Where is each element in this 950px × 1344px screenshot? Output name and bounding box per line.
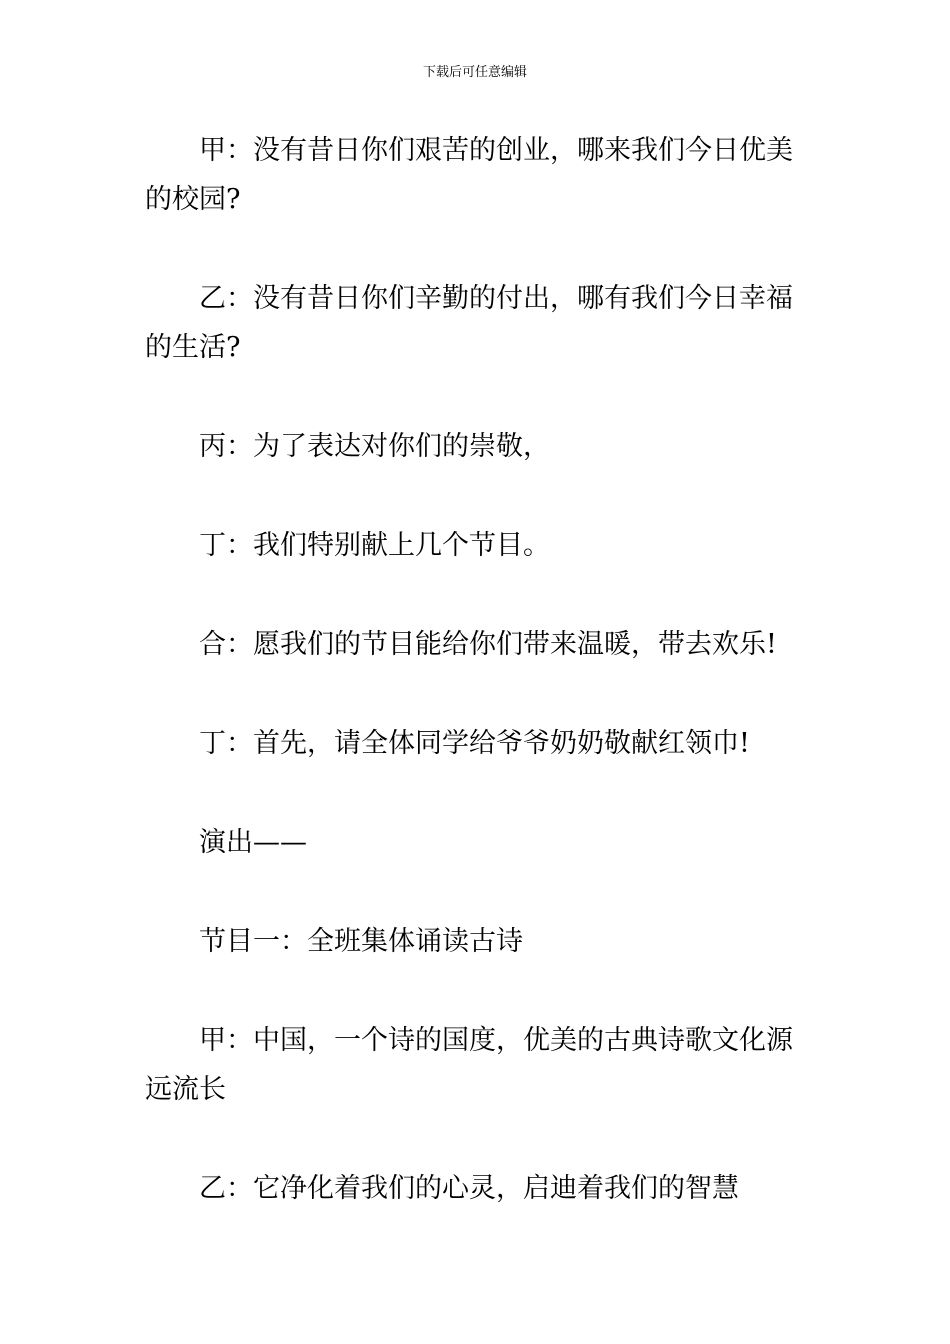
paragraph-4: 丁：我们特别献上几个节目。 (199, 530, 550, 561)
paragraph-10: 乙：它净化着我们的心灵，启迪着我们的智慧 (199, 1173, 739, 1204)
paragraph-6: 丁：首先，请全体同学给爷爷奶奶敬献红领巾! (199, 728, 750, 759)
paragraph-3: 丙：为了表达对你们的崇敬， (199, 431, 550, 462)
paragraph-1: 甲：没有昔日你们艰苦的创业，哪来我们今日优美的校园? (145, 135, 793, 215)
paragraph-5: 合：愿我们的节目能给你们带来温暖，带去欢乐! (199, 629, 777, 660)
page-header: 下载后可任意编辑 (422, 65, 527, 80)
document-body (145, 126, 807, 1263)
paragraph-8: 节目一：全班集体诵读古诗 (199, 926, 523, 957)
paragraph-9: 甲：中国，一个诗的国度，优美的古典诗歌文化源远流长 (145, 1025, 793, 1105)
paragraph-2: 乙：没有昔日你们辛勤的付出，哪有我们今日幸福的生活? (145, 283, 793, 363)
paragraph-7: 演出—— (199, 827, 307, 858)
